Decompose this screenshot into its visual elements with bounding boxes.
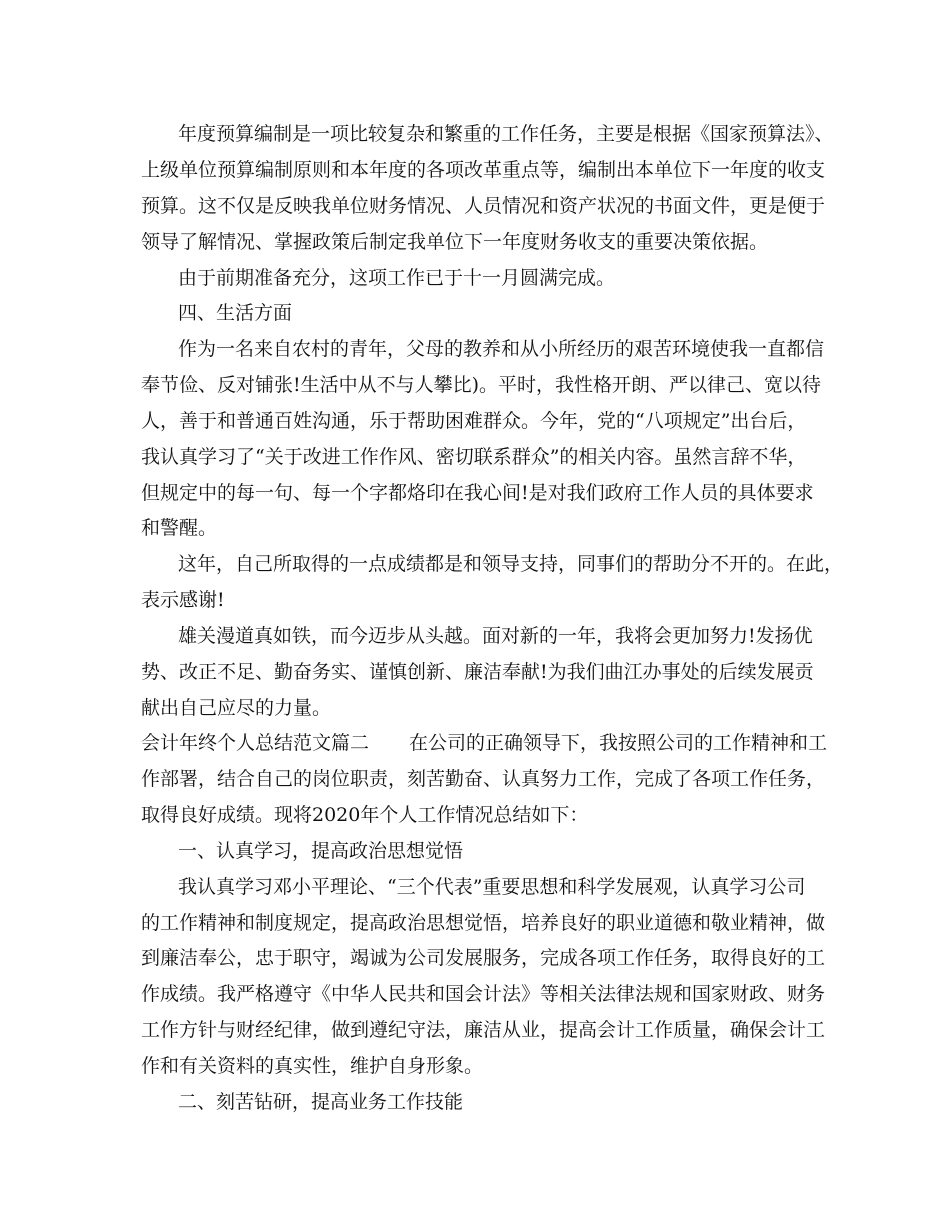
text-line: 我认真学习邓小平理论、“三个代表”重要思想和科学发展观，认真学习公司 (178, 876, 806, 898)
text-line: 雄关漫道真如铁，而今迈步从头越。面对新的一年，我将会更加努力!发扬优 (178, 625, 813, 647)
text-line: 势、改正不足、勤奋务实、谨慎创新、廉洁奉献!为我们曲江办事处的后续发展贡 (141, 661, 814, 683)
text-line: 和警醒。 (141, 517, 218, 539)
section-heading: 一、认真学习，提高政治思想觉悟 (178, 840, 464, 862)
section-heading: 四、生活方面 (178, 302, 293, 324)
text-line: 奉节俭、反对铺张!生活中从不与人攀比)。平时，我性格开朗、严以律己、宽以待 (141, 374, 822, 396)
text-line: 人，善于和普通百姓沟通，乐于帮助困难群众。今年，党的“八项规定”出台后， (141, 410, 807, 432)
text-line: 预算。这不仅是反映我单位财务情况、人员情况和资产状况的书面文件，更是便于 (141, 195, 826, 217)
text-line: 这年，自己所取得的一点成绩都是和领导支持，同事们的帮助分不开的。在此， (178, 553, 844, 575)
text-line: 工作方针与财经纪律，做到遵纪守法，廉洁从业，提高会计工作质量，确保会计工 (141, 1019, 826, 1041)
text-line: 献出自己应尽的力量。 (141, 697, 332, 719)
text-line: 年度预算编制是一项比较复杂和繁重的工作任务，主要是根据《国家预算法》、 (178, 123, 834, 145)
text-line: 到廉洁奉公，忠于职守，竭诚为公司发展服务，完成各项工作任务，取得良好的工 (141, 947, 826, 969)
section-heading: 二、刻苦钻研，提高业务工作技能 (178, 1091, 464, 1113)
article-title: 会计年终个人总结范文篇二 (141, 732, 370, 754)
text-line: 作成绩。我严格遵守《中华人民共和国会计法》等相关法律法规和国家财政、财务 (141, 983, 826, 1005)
text-line (141, 731, 827, 755)
text-line: 我认真学习了“关于改进工作作风、密切联系群众”的相关内容。虽然言辞不华， (141, 446, 807, 468)
text-line: 但规定中的每一句、每一个字都烙印在我心间!是对我们政府工作人员的具体要求 (141, 482, 814, 504)
text-line: 作为一名来自农村的青年，父母的教养和从小所经历的艰苦环境使我一直都信 (178, 338, 825, 360)
text-line: 表示感谢! (141, 589, 225, 611)
text-line: 取得良好成绩。现将2020年个人工作情况总结如下： (141, 804, 589, 826)
text-line: 的工作精神和制度规定，提高政治思想觉悟，培养良好的职业道德和敬业精神，做 (141, 912, 826, 934)
text-line: 由于前期准备充分，这项工作已于十一月圆满完成。 (178, 267, 616, 289)
text-line: 作部署，结合自己的岗位职责，刻苦勤奋、认真努力工作，完成了各项工作任务， (141, 768, 826, 790)
text-line: 领导了解情况、掌握政策后制定我单位下一年度财务收支的重要决策依据。 (141, 231, 769, 253)
text-line: 作和有关资料的真实性，维护自身形象。 (141, 1055, 484, 1077)
article-intro: 在公司的正确领导下，我按照公司的工作精神和工 (409, 732, 828, 754)
text-line: 上级单位预算编制原则和本年度的各项改革重点等，编制出本单位下一年度的收支 (141, 159, 826, 181)
